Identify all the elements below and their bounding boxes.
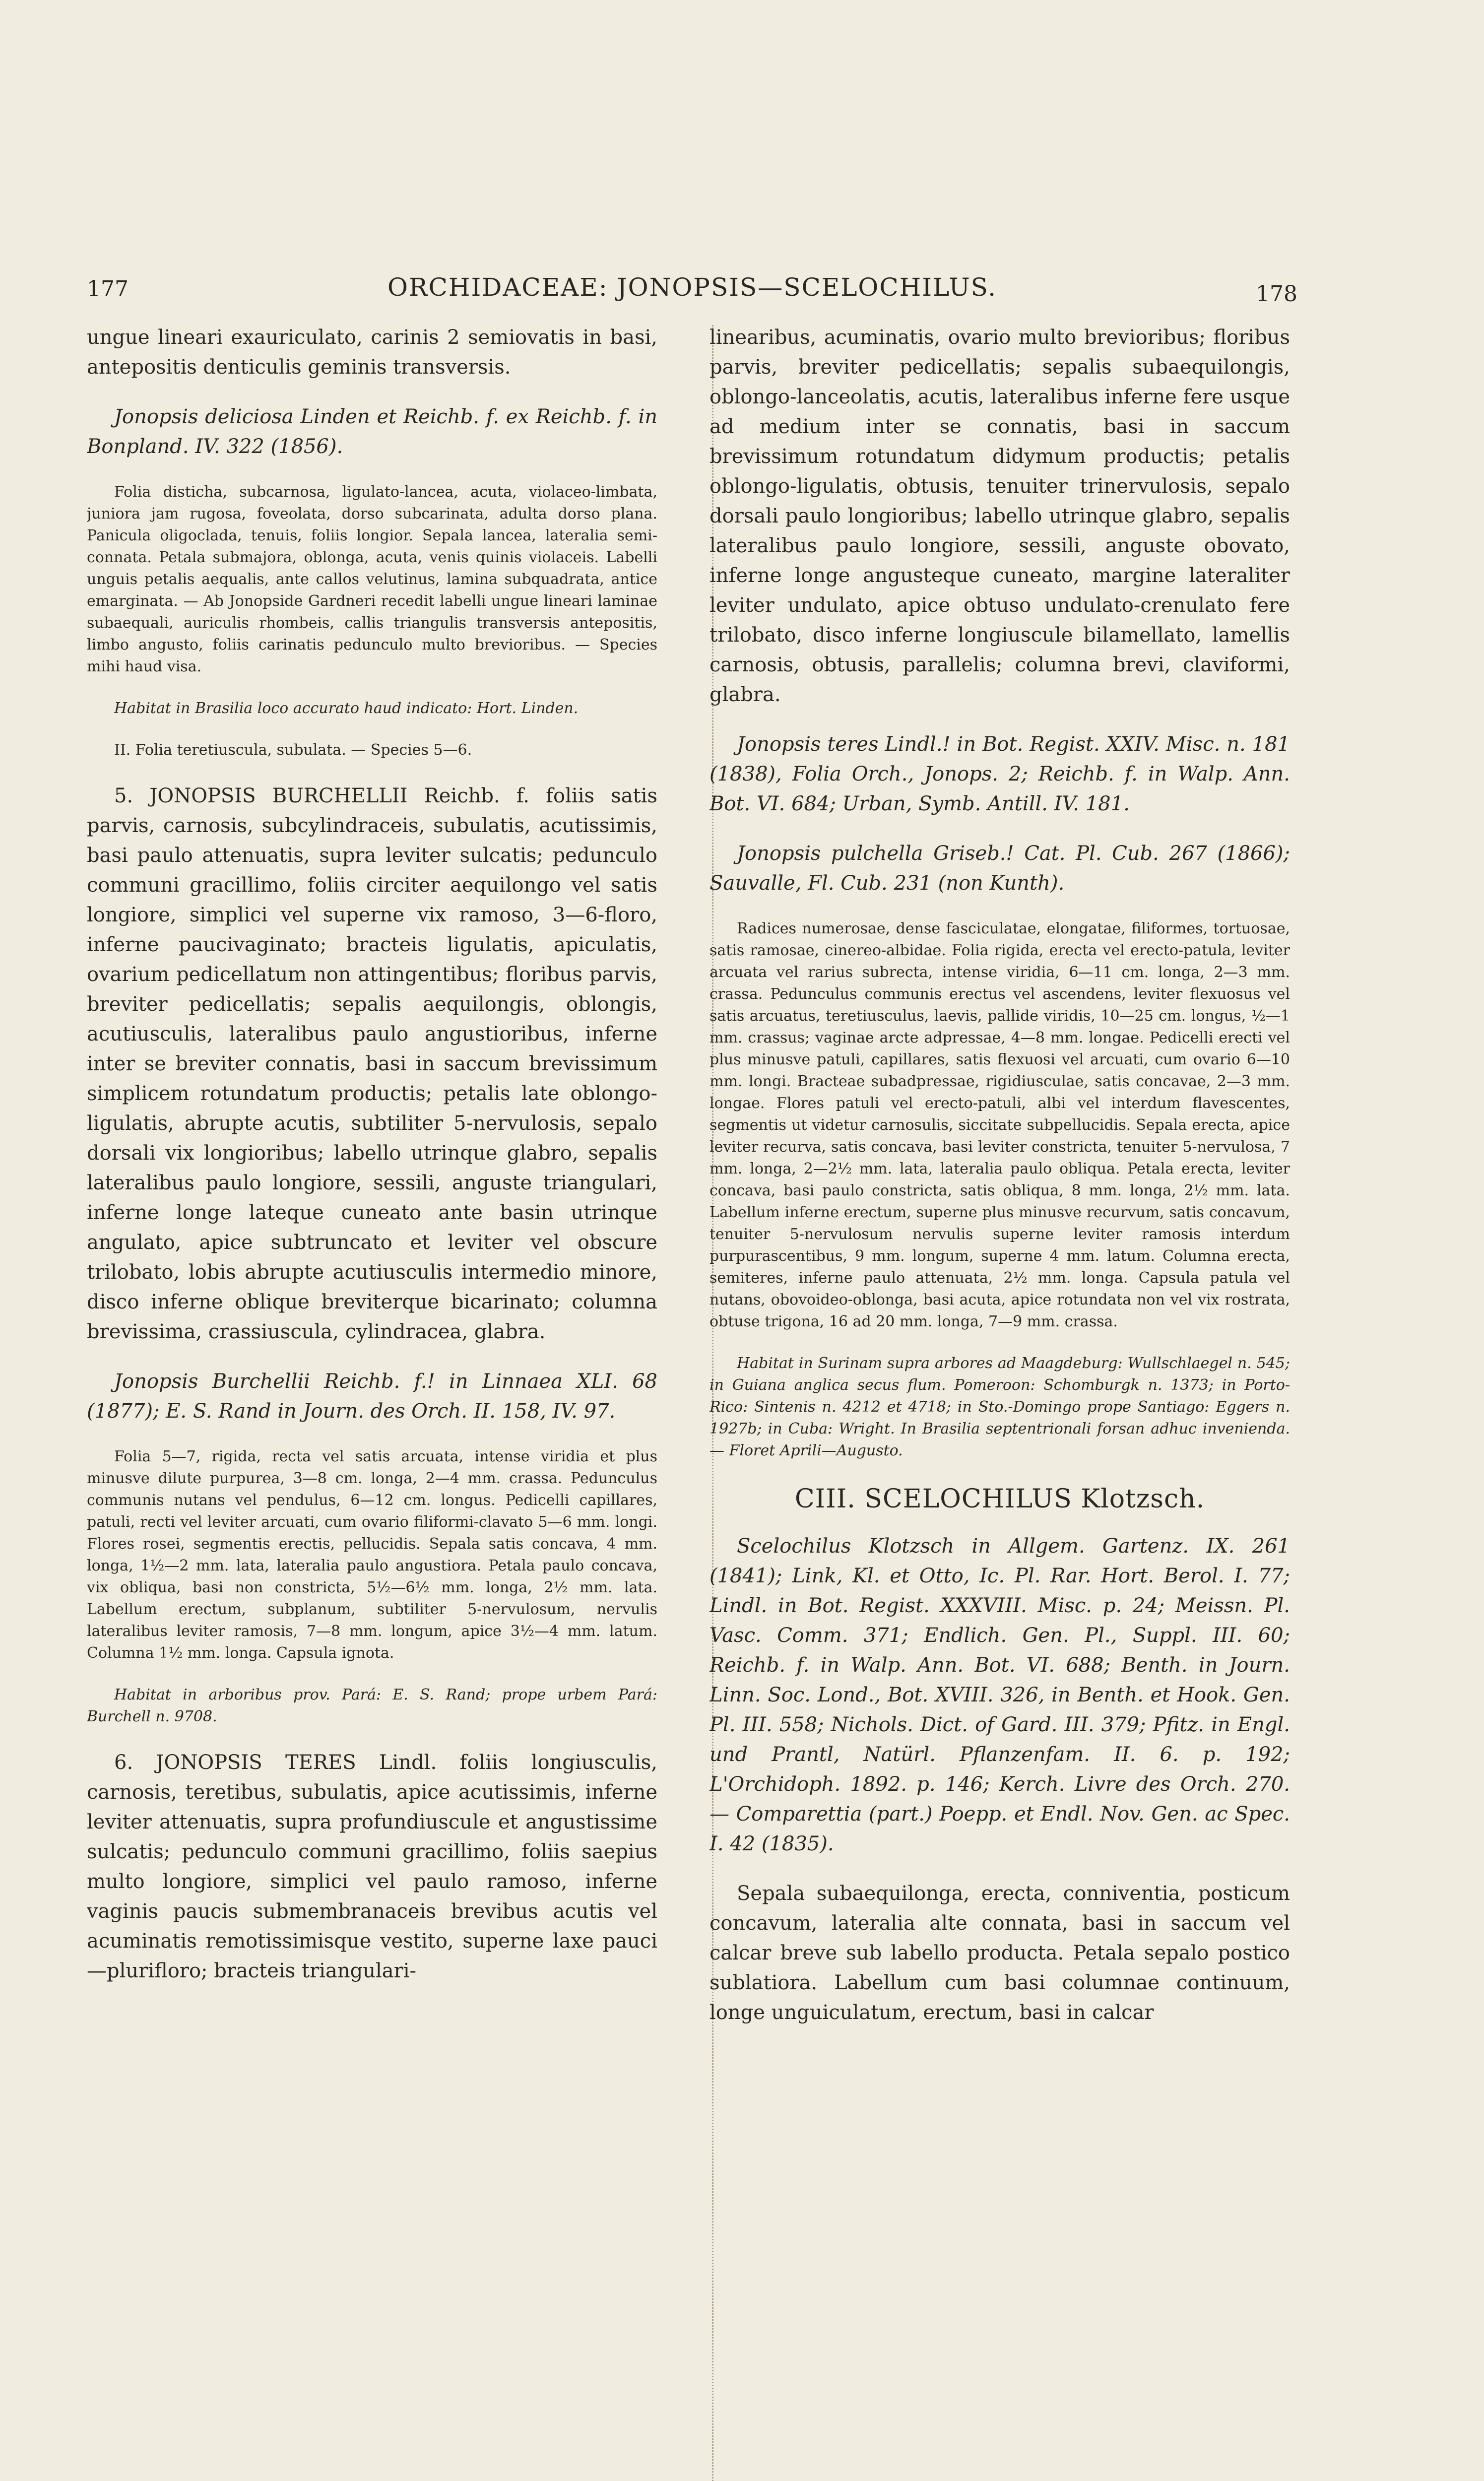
page-number-right: 178 (1256, 281, 1297, 307)
running-header (87, 270, 1297, 310)
habitat-note: Habitat in Surinam supra arbores ad Maagdeburg: Wullschlaegel n. 545; in Guiana anglica secus flum. Pomeroon: Schomburgk n. 1373; in Porto-Rico: Sintenis n. 4212 et 4718; in Sto.-Domingo prope Santiago: Eggers n. 1927b; in Cuba: Wright. In Brasilia septentrionali forsan adhuc invenienda. — Floret Aprili—Augusto. (710, 1355, 1290, 1459)
species-citation: Jonopsis teres Lindl.! in Bot. Regist. XXIV. Misc. n. 181 (1838), Folia Orch., Jonops. 2; Reichb. f. in Walp. Ann. Bot. VI. 684; Urban, Symb. Antill. IV. 181. (710, 733, 1290, 815)
running-title: ORCHIDACEAE: JONOPSIS—SCELOCHILUS. (387, 273, 997, 302)
genus-description: Sepala subaequilonga, erecta, conniventia, posticum concavum, lateralia alte connata, basi in saccum vel calcar breve sub labello producta. Petala sepalo postico sublatiora. Labellum cum basi columnae continuum, longe unguiculatum, erectum, basi in calcar (710, 1882, 1290, 2024)
paragraph-continuation: linearibus, acuminatis, ovario multo brevioribus; floribus parvis, breviter pedicellatis; sepalis subaequilongis, oblongo-lanceolatis, acutis, lateralibus inferne fere usque ad medium inter se connatis, basi in saccum brevissimum rotundatum didymum productis; petalis oblongo-ligulatis, obtusis, tenuiter trinervulosis, sepalo dorsali paulo longioribus; labello utrinque glabro, sepalis lateralibus paulo longiore, sessili, anguste obovato, inferne longe angusteque cuneato, margine lateraliter leviter undulato, apice obtuso undulato-crenulato fere trilobato, disco inferne longiuscule bilamellato, lamellis carnosis, obtusis, parallelis; columna brevi, claviformi, glabra. (710, 326, 1290, 706)
species-details: Radices numerosae, dense fasciculatae, elongatae, filiformes, tortuosae, satis ramosae, cinereo-albidae. Folia rigida, erecta vel erecto-patula, leviter arcuata vel rarius subrecta, intense viridia, 6—11 cm. longa, 2—3 mm. crassa. Pedunculus communis erectus vel ascendens, leviter flexuosus vel satis arcuatus, teretiusculus, laevis, pallide viridis, 10—25 cm. longus, ½—1 mm. crassus; vaginae arcte adpressae, 4—8 mm. longae. Pedicelli erecti vel plus minusve patuli, capillares, satis flexuosi vel arcuati, cum ovario 6—10 mm. longi. Bracteae subadpressae, rigidiusculae, satis concavae, 2—3 mm. longae. Flores patuli vel erecto-patuli, albi vel interdum flavescentes, segmentis ut videtur carnosulis, siccitate subpellucidis. Sepala erecta, apice leviter recurva, satis concava, basi leviter constricta, tenuiter 5-nervulosa, 7 mm. longa, 2—2½ mm. lata, lateralia paulo obliqua. Petala erecta, leviter concava, basi paulo constricta, satis obliqua, 8 mm. longa, 2½ mm. lata. Labellum inferne erectum, superne plus minusve recurvum, satis concavum, tenuiter 5-nervulosum nervulis superne leviter ramosis interdum purpurascentibus, 9 mm. longum, superne 4 mm. latum. Columna erecta, semiteres, inferne paulo attenuata, 2½ mm. longa. Capsula patula vel nutans, obovoideo-oblonga, basi acuta, apice rotundata non vel vix rostrata, obtuse trigona, 16 ad 20 mm. longa, 7—9 mm. crassa. (710, 920, 1290, 1330)
section-note: II. Folia teretiuscula, subulata. — Species 5—6. (114, 741, 472, 759)
habitat-note: Habitat in arboribus prov. Pará: E. S. Rand; prope urbem Pará: Burchell n. 9708. (87, 1686, 657, 1725)
synonym-citation: Jonopsis pulchella Griseb.! Cat. Pl. Cub. 267 (1866); Sauvalle, Fl. Cub. 231 (non Kunth). (710, 842, 1290, 895)
left-column (87, 323, 657, 2006)
habitat-note: Habitat in Brasilia loco accurato haud indicato: Hort. Linden. (114, 700, 579, 717)
genus-heading: CIII. SCELOCHILUS Klotzsch. (794, 1484, 1205, 1514)
genus-citation: Scelochilus Klotzsch in Allgem. Gartenz. IX. 261 (1841); Link, Kl. et Otto, Ic. Pl. Rar. Hort. Berol. I. 77; Lindl. in Bot. Regist. XXXVIII. Misc. p. 24; Meissn. Pl. Vasc. Comm. 371; Endlich. Gen. Pl., Suppl. III. 60; Reichb. f. in Walp. Ann. Bot. VI. 688; Benth. in Journ. Linn. Soc. Lond., Bot. XVIII. 326, in Benth. et Hook. Gen. Pl. III. 558; Nichols. Dict. of Gard. III. 379; Pfitz. in Engl. und Prantl, Natürl. Pflanzenfam. II. 6. p. 192; L'Orchidoph. 1892. p. 146; Kerch. Livre des Orch. 270. — Comparettia (part.) Poepp. et Endl. Nov. Gen. ac Spec. I. 42 (1835). (710, 1535, 1290, 1855)
species-citation: Jonopsis Burchellii Reichb. f.! in Linnaea XLI. 68 (1877); E. S. Rand in Journ. des Orch. II. 158, IV. 97. (87, 1370, 657, 1423)
page-number-left: 177 (87, 276, 129, 302)
synonym-citation: Jonopsis deliciosa Linden et Reichb. f. ex Reichb. f. in Bonpland. IV. 322 (1856). (87, 405, 657, 458)
species-description: 5. JONOPSIS BURCHELLII Reichb. f. foliis satis parvis, carnosis, subcylindraceis, subulatis, acutissimis, basi paulo attenuatis, supra leviter sulcatis; pedunculo communi gracillimo, foliis circiter aequilongo vel satis longiore, simplici vel superne vix ramoso, 3—6-floro, inferne paucivaginato; bracteis ligulatis, apiculatis, ovarium pedicellatum non attingentibus; floribus parvis, breviter pedicellatis; sepalis aequilongis, oblongis, acutiusculis, lateralibus paulo angustioribus, inferne inter se breviter connatis, basi in saccum brevissimum simplicem rotundatum productis; petalis late oblongo-ligulatis, abrupte acutis, subtiliter 5-nervulosis, sepalo dorsali vix longioribus; labello utrinque glabro, sepalis lateralibus paulo longiore, sessili, anguste triangulari, inferne longe lateque cuneato ante basin utrinque angulato, apice subtruncato et leviter vel obscure trilobato, lobis abrupte acutiusculis intermedio minore, disco inferne oblique breviterque bicarinato; columna brevissima, crassiuscula, cylindracea, glabra. (87, 784, 657, 1343)
right-column (710, 323, 1290, 2047)
species-description: 6. JONOPSIS TERES Lindl. foliis longiusculis, carnosis, teretibus, subulatis, apice acutissimis, inferne leviter attenuatis, supra profundiuscule et angustissime sulcatis; pedunculo communi gracillimo, foliis saepius multo longiore, simplici vel paulo ramoso, inferne vaginis paucis submembranaceis brevibus acutis vel acuminatis remotissimisque vestito, superne laxe pauci—plurifloro; bracteis triangulari- (87, 1751, 657, 1982)
paragraph-continuation: ungue lineari exauriculato, carinis 2 semiovatis in basi, antepositis denticulis geminis transversis. (87, 326, 657, 379)
description-small: Folia disticha, subcarnosa, ligulato-lancea, acuta, violaceo-limbata, juniora jam rugosa, foveolata, dorso subcarinata, adulta dorso plana. Panicula oligoclada, tenuis, foliis longior. Sepala lancea, lateralia semi-connata. Petala submajora, oblonga, acuta, venis quinis violaceis. Labelli unguis petalis aequalis, ante callos velutinus, lamina subquadrata, antice emarginata. — Ab Jonopside Gardneri recedit labelli ungue lineari laminae subaequali, auriculis rhombeis, callis triangulis transversis antepositis, limbo angusto, foliis carinatis pedunculo multo brevioribus. — Species mihi haud visa. (87, 483, 657, 675)
species-details: Folia 5—7, rigida, recta vel satis arcuata, intense viridia et plus minusve dilute purpurea, 3—8 cm. longa, 2—4 mm. crassa. Pedunculus communis nutans vel pendulus, 6—12 cm. longus. Pedicelli capillares, patuli, recti vel leviter arcuati, cum ovario filiformi-clavato 5—6 mm. longi. Flores rosei, segmentis erectis, pellucidis. Sepala satis concava, 4 mm. longa, 1½—2 mm. lata, lateralia paulo angustiora. Petala paulo concava, vix obliqua, basi non constricta, 5½—6½ mm. longa, 2½ mm. lata. Labellum erectum, subplanum, subtiliter 5-nervulosum, nervulis lateralibus leviter ramosis, 7—8 mm. longum, apice 3½—4 mm. latum. Columna 1½ mm. longa. Capsula ignota. (87, 1448, 657, 1662)
